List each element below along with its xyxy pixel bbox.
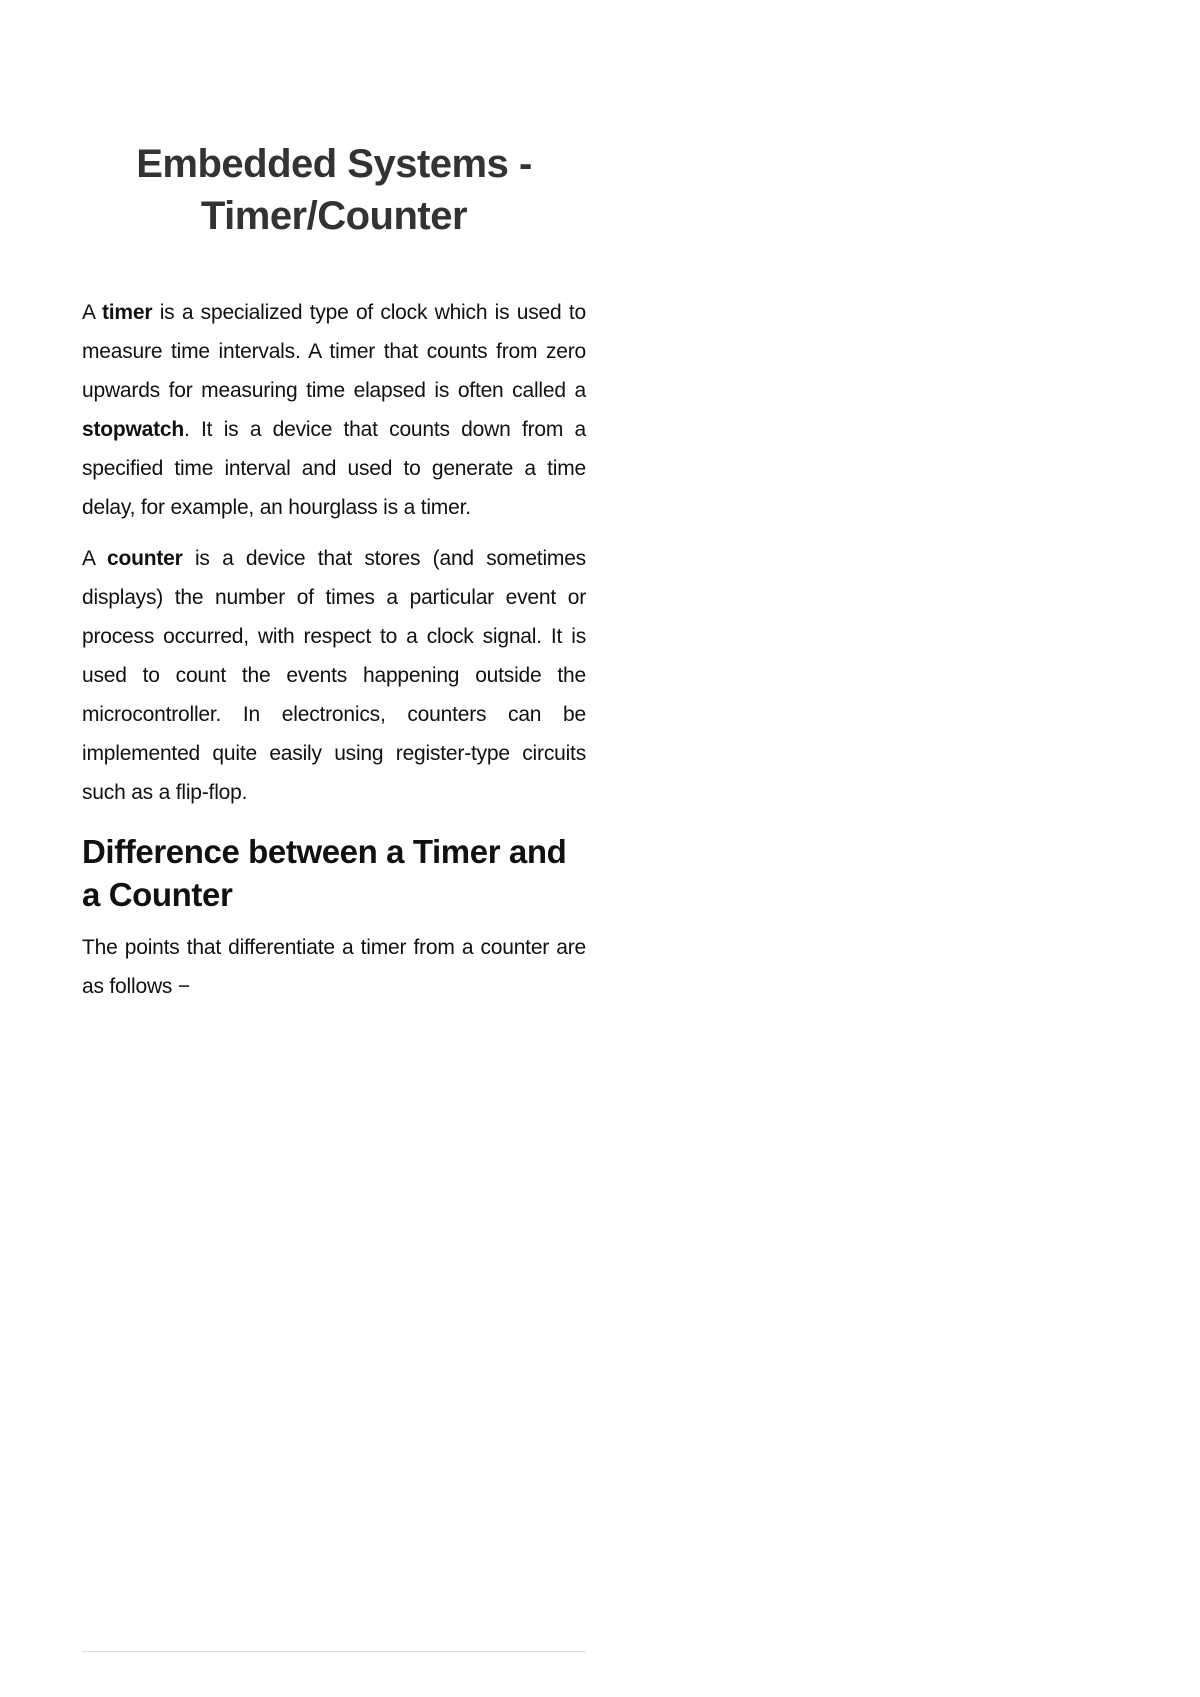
text-segment: . It is a device that counts down from a specified time interval and used to generate a time delay, for example, an hourglass is a timer. — [82, 418, 586, 519]
term-counter: counter — [107, 547, 183, 570]
text-segment: is a device that stores (and sometimes displays) the number of times a particular event or process occurred, with respect to a clock signal. It is used to count the events happening outside the microcontroller. In electronics, counters can be implemented quite easily using register-type circuits such as a flip-flop. — [82, 547, 586, 804]
term-stopwatch: stopwatch — [82, 418, 185, 441]
term-timer: timer — [102, 301, 153, 324]
section-intro: The points that differentiate a timer from a counter are as follows − — [82, 936, 586, 998]
section-heading: Difference between a Timer and a Counter — [82, 833, 567, 913]
text-segment: A — [82, 547, 107, 570]
article-body — [82, 293, 586, 1018]
footer-divider — [82, 1651, 586, 1652]
text-segment: is a specialized type of clock which is used to measure time intervals. A timer that counts from zero upwards for measuring time elapsed is often called a — [82, 301, 586, 402]
page-title: Embedded Systems - Timer/Counter — [136, 142, 532, 238]
text-segment: A — [82, 301, 102, 324]
counter-paragraph — [82, 539, 586, 812]
timer-paragraph — [82, 293, 586, 527]
